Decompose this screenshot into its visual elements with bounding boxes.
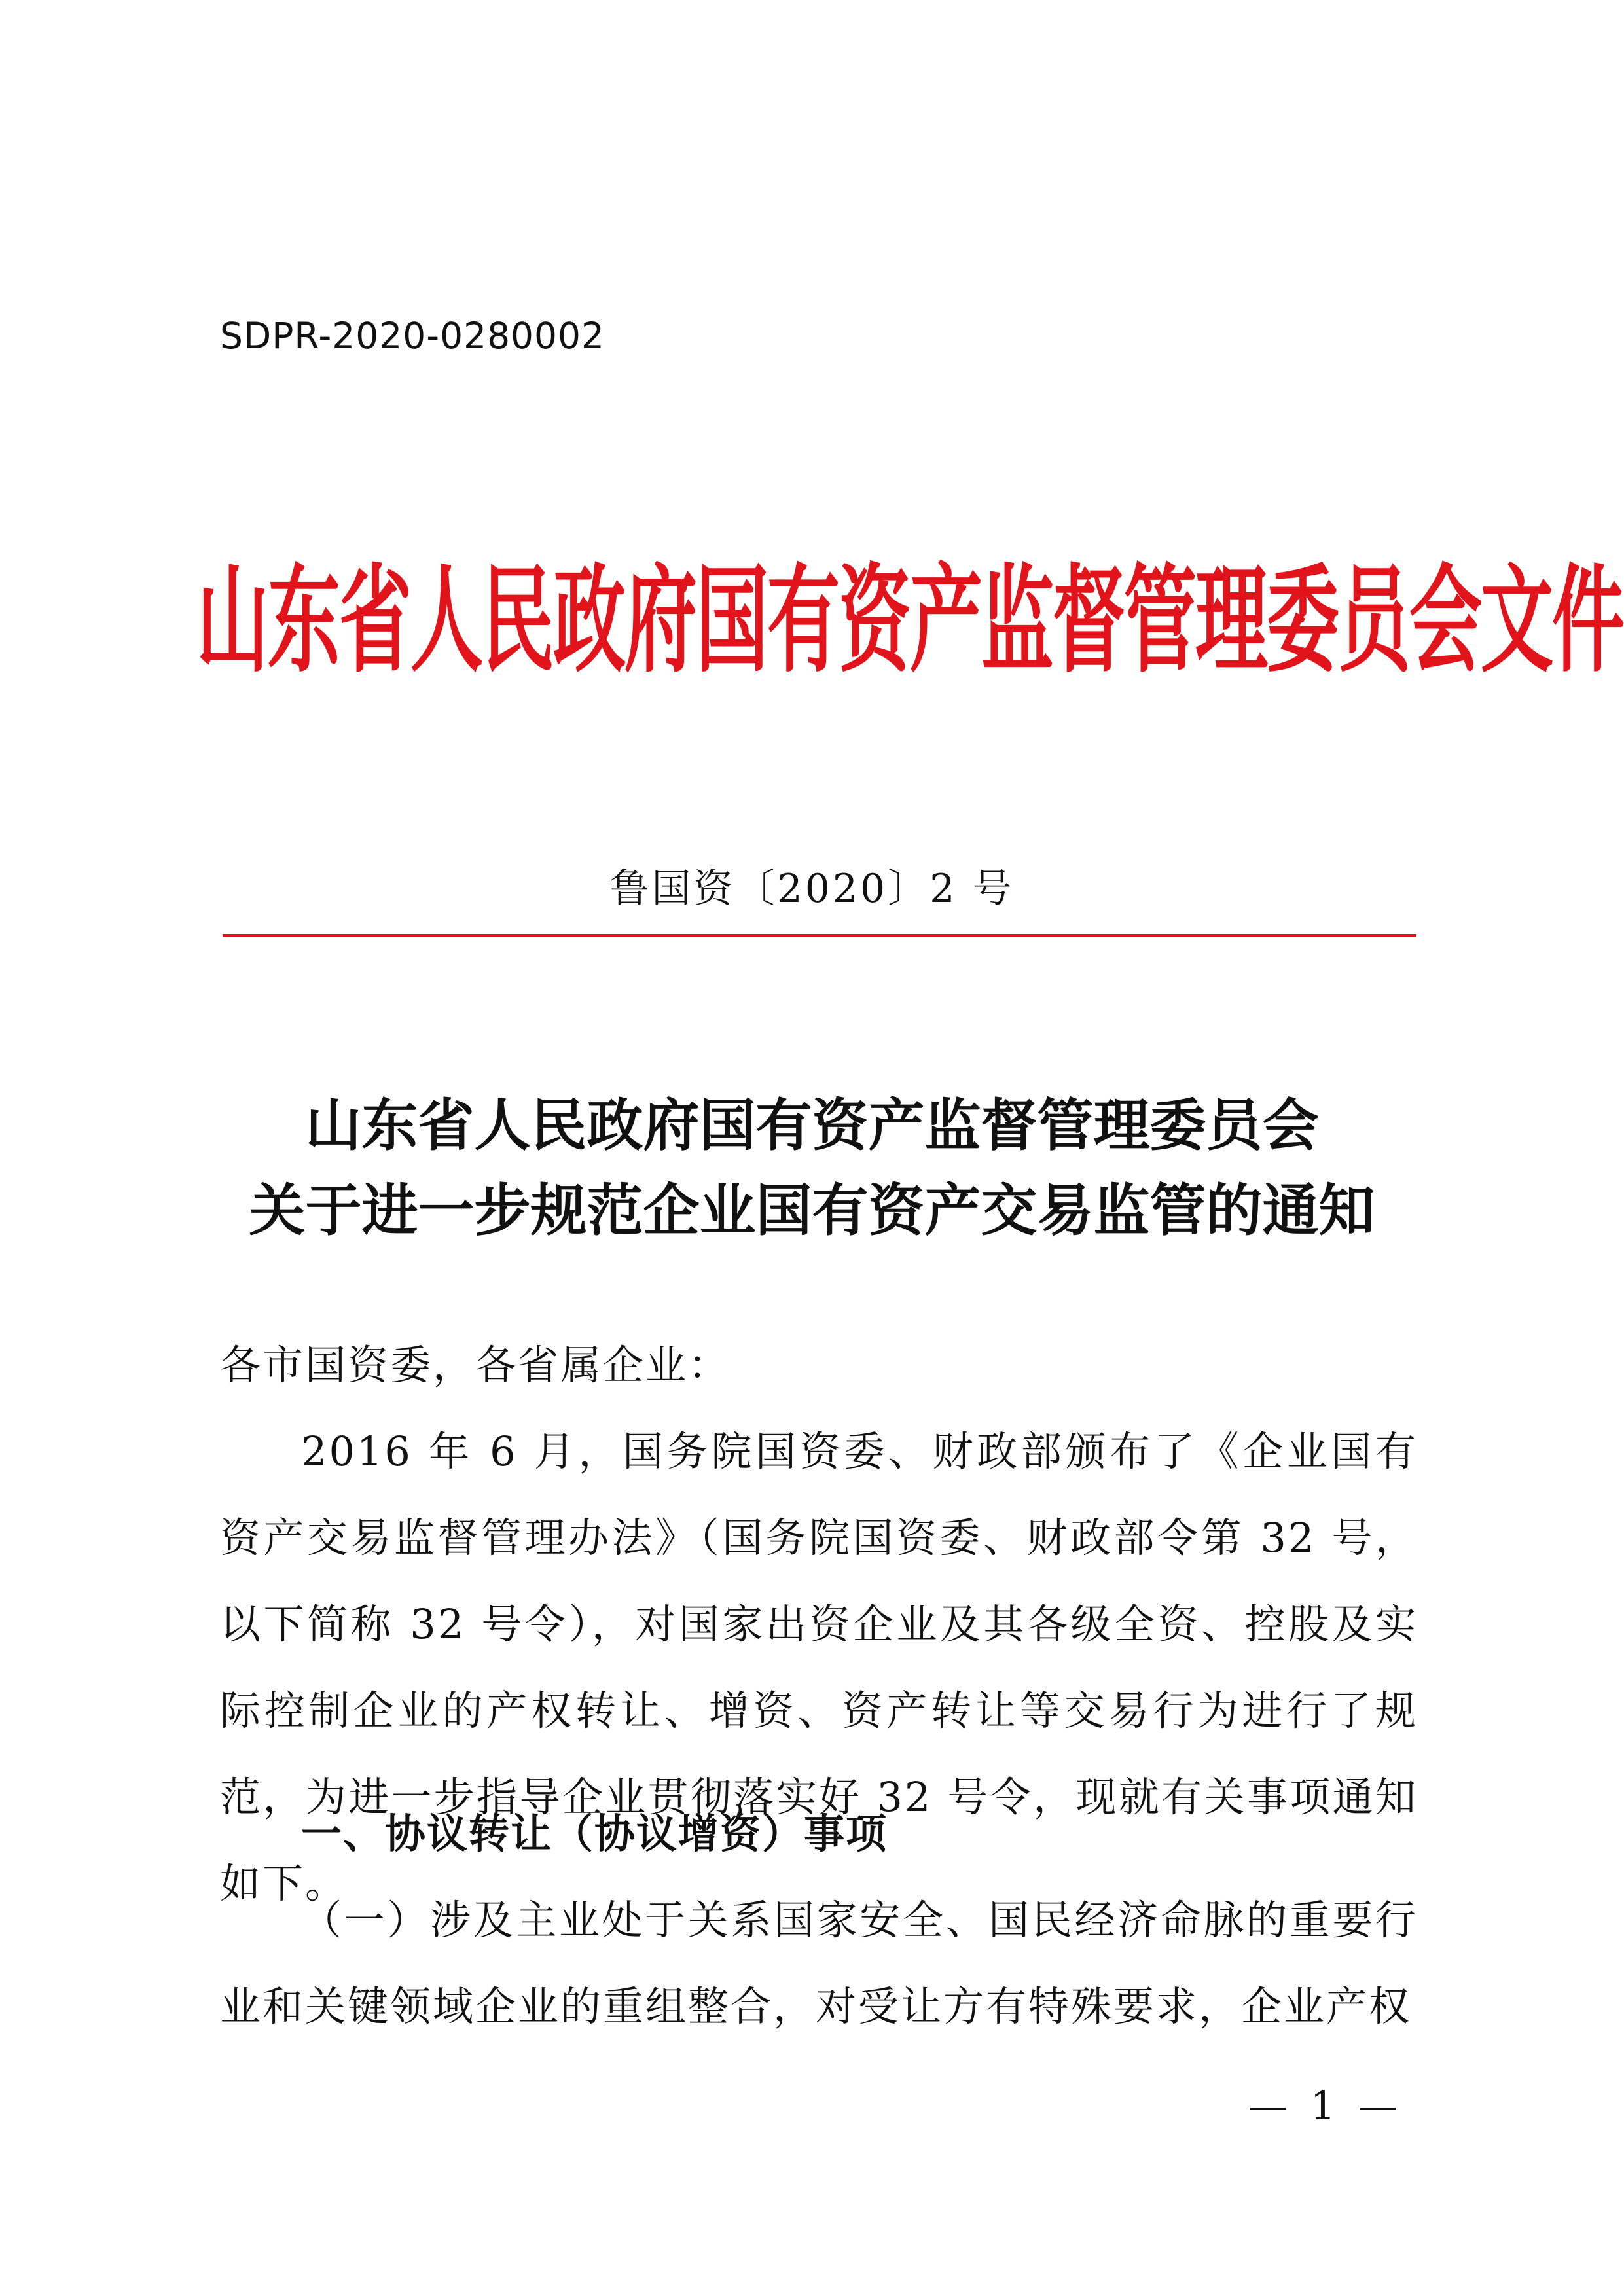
notice-title-line-1: 山东省人民政府国有资产监督管理委员会 — [305, 1092, 1319, 1158]
body-paragraph-2: （一）涉及主业处于关系国家安全、国民经济命脉的重要行业和关键领域企业的重组整合，对受让方有特殊要求，企业产权 — [220, 1896, 1418, 2030]
body-paragraph-1: 2016 年 6 月，国务院国资委、财政部颁布了《企业国有资产交易监督管理办法》（国务院国资委、财政部令第 32 号，以下简称 32 号令），对国家出资企业及其各级全资、控股及实际控制企业的产权转让、增资、资产转让等交易行为进行了规范，为进一步指导企业贯彻落实好 32 号令，现就有关事项通知如下。 — [220, 1427, 1418, 1907]
page-number: — 1 — — [1248, 2083, 1403, 2129]
salutation: 各市国资委，各省属企业： — [220, 1341, 731, 1389]
masthead-title: 山东省人民政府国有资产监督管理委员会文件 — [196, 554, 1624, 689]
document-number: 鲁国资〔2020〕2 号 — [609, 866, 1015, 912]
section-heading-1: 一、协议转让（协议增资）事项 — [301, 1810, 888, 1857]
notice-title-line-2: 关于进一步规范企业国有资产交易监管的通知 — [249, 1177, 1375, 1244]
document-code: SDPR-2020-0280002 — [220, 315, 605, 357]
red-divider-line — [223, 934, 1416, 937]
